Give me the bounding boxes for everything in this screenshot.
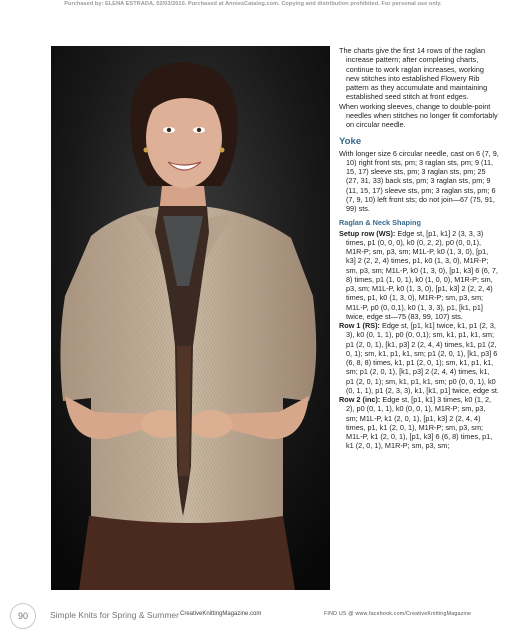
step-label: Setup row (WS):: [339, 228, 396, 238]
website-link[interactable]: CreativeKnittingMagazine.com: [180, 611, 262, 617]
step-label: Row 2 (inc):: [339, 395, 381, 404]
model-photo: [51, 46, 330, 590]
yoke-heading: Yoke: [339, 136, 362, 148]
step-text: Edge st, [p1, k1] twice, k1, p1 (2, 3, 3), k0 (0, 1, 1), p0 (0, 0,1); sm, k1, p1, k1, sm; p1 (2, 0, 1), [k1, p3] 2 (2, 4, 4) times, k1, p1 (2, 0, 1); sm, k1, p1, k1, sm; p1 (2, 0, 1), [k1, p3] 6 (6, 8, 8) times, k1, p1 (2, 0, 1); sm, k1, p1, k1, sm; p1 (2, 0, 1), [k1, p3] 2 (2, 4, 4) times, k1, p1 (2, 0, 1); sm, k1, p1, k1, sm; p0 (0, 0, 1), k0 (0, 1, 1), p1 (2, 3, 3), k1, [k1, p1] twice, edge st.: [346, 321, 499, 395]
row-2-step: [339, 395, 499, 451]
pattern-text-column: [339, 46, 499, 451]
purchase-watermark: Purchased by: ELENA ESTRADA, 02/03/2010. Purchased at AnniesCatalog.com. Copying and distribution prohibited. For personal use only.: [64, 1, 442, 7]
step-text: Edge st, [p1, k1] 3 times, k0 (1, 2, 2), p0 (0, 1, 1), k0 (0, 0, 1), M1R-P; sm, p3, sm; M1L-P, k1 (2, 0, 1), [p1, k3] 2 (2, 4, 4) times, p1, k1 (2, 0, 1), M1R-P; sm, p3, sm; M1L-P, k1 (2, 0, 1), [p1, k3] 6 (6, 8) times, p1, k1 (2, 0, 1), M1R-P; sm, p3, sm;: [346, 395, 493, 451]
sleeve-note-paragraph: When working sleeves, change to double-point needles when stitches no longer fit comfortably on circular needle.: [339, 101, 498, 129]
step-text: Edge st, [p1, k1] 2 (3, 3, 3) times, p1 (0, 0, 0), k0 (0, 2, 2), p0 (0, 0,1), M1R-P; sm, p3, sm; M1L-P, k0 (1, 3, 0), [p1, k3] 2 (2, 2, 4) times, p1, k0 (1, 3, 0), M1R-P; sm, p3, sm; M1L-P, k0 (1, 3, 0), [p1, k3] 6 (6, 7, 8) times, p1 (1, 0, 1), k0 (1, 0, 0), M1R-P; sm, p3, sm; M1L-P, k0 (1, 3, 0), [p1, k3] 2 (2, 2, 4) times, p1, k0 (1, 3, 0), M1R-P; sm, p3, sm; M1L-P, p0 (0, 0,1), k0 (1, 3, 3), p1, [k1, p1] twice, edge st—75 (83, 99, 107) sts.: [346, 228, 498, 321]
page-footer: [0, 600, 506, 630]
intro-paragraph: The charts give the first 14 rows of the raglan increase pattern; after completing charts, continue to work raglan increases, working new stitches into established Flowery Rib pattern as they accumulate and maintaining established seed stitch at front edges.: [339, 46, 488, 102]
yoke-paragraph: With longer size 6 circular needle, cast on 6 (7, 9, 10) right front sts, pm; 3 raglan sts, pm; 9 (11, 15, 17) sleeve sts, pm; 3 raglan sts, pm; 25 (27, 31, 33) back sts, pm; 3 raglan sts, pm; 9 (11, 15, 17) sleeve sts, pm; 3 raglan sts, pm; 6 (7, 9, 10) left front sts; do not join—67 (75, 91, 99) sts.: [339, 148, 499, 213]
book-title: Simple Knits for Spring & Summer: [50, 610, 179, 620]
facebook-link[interactable]: FIND US @ www.facebook.com/CreativeKnittingMagazine: [324, 611, 472, 617]
raglan-heading: Raglan & Neck Shaping: [339, 218, 421, 228]
step-label: Row 1 (RS):: [339, 321, 380, 330]
setup-row-step: [339, 229, 499, 322]
row-1-step: [339, 321, 499, 395]
page-number: 90: [10, 603, 36, 629]
